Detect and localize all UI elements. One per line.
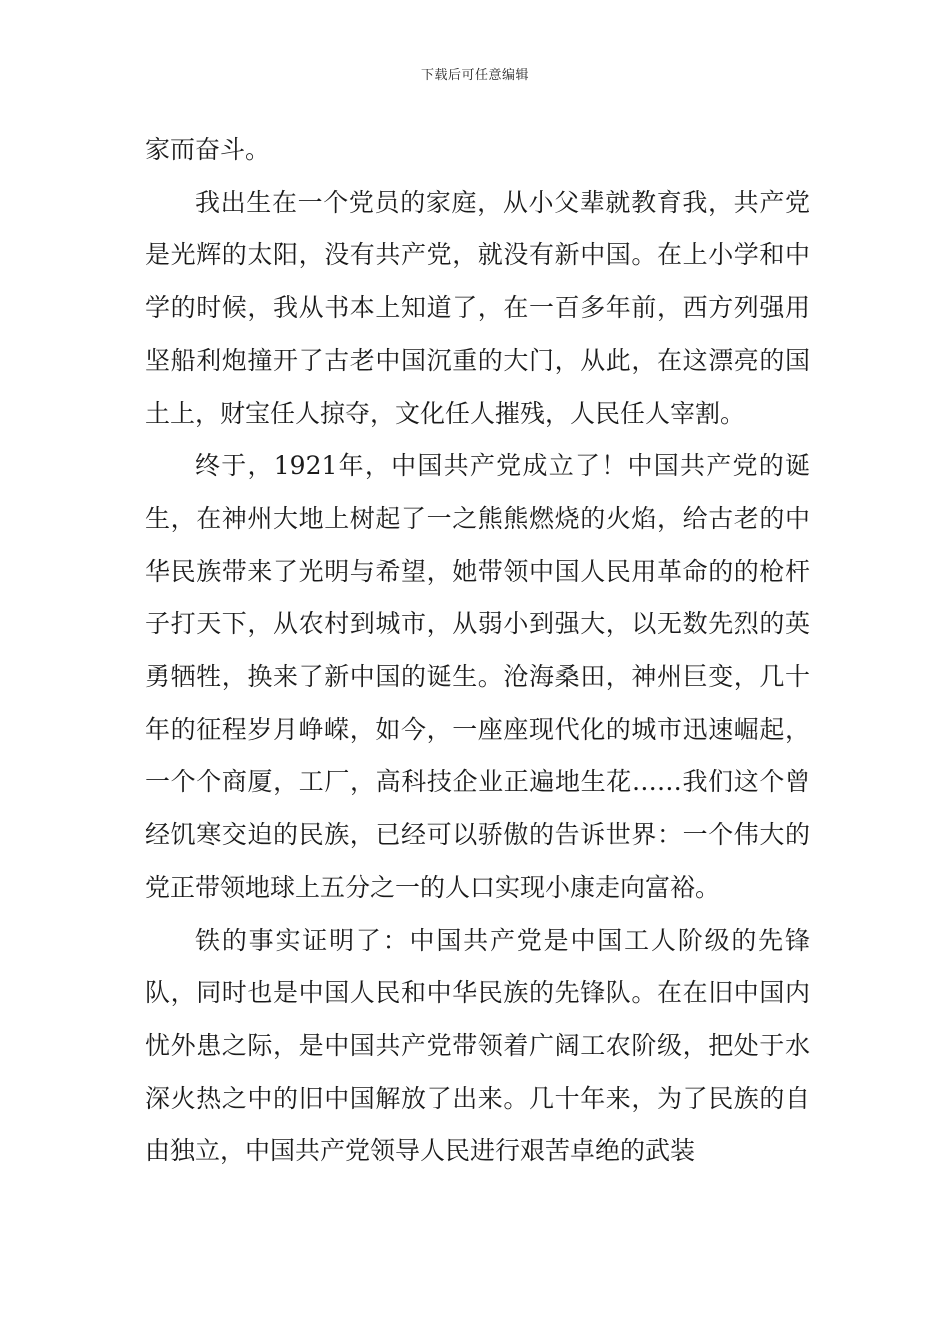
paragraph-3: 终于，1921年，中国共产党成立了！中国共产党的诞生，在神州大地上树起了一之熊熊燃烧的火焰，给古老的中华民族带来了光明与希望，她带领中国人民用革命的的枪杆子打天下，从农村到城市，从弱小到强大，以无数先烈的英勇牺牲，换来了新中国的诞生。沧海桑田，神州巨变，几十年的征程岁月峥嵘，如今，一座座现代化的城市迅速崛起，一个个商厦，工厂，高科技企业正遍地生花……我们这个曾经饥寒交迫的民族，已经可以骄傲的告诉世界：一个伟大的党正带领地球上五分之一的人口实现小康走向富裕。 xyxy=(145,451,810,902)
paragraph-4: 铁的事实证明了：中国共产党是中国工人阶级的先锋队，同时也是中国人民和中华民族的先锋队。在在旧中国内忧外患之际，是中国共产党带领着广阔工农阶级，把处于水深火热之中的旧中国解放了出来。几十年来，为了民族的自由独立，中国共产党领导人民进行艰苦卓绝的武装 xyxy=(145,925,810,1166)
document-body xyxy=(145,124,810,1178)
paragraph-2: 我出生在一个党员的家庭，从小父辈就教育我，共产党是光辉的太阳，没有共产党，就没有新中国。在上小学和中学的时候，我从书本上知道了，在一百多年前，西方列强用坚船利炮撞开了古老中国沉重的大门，从此，在这漂亮的国土上，财宝任人掠夺，文化任人摧残，人民任人宰割。 xyxy=(145,187,810,428)
paragraph-1: 家而奋斗。 xyxy=(145,135,271,164)
page-header: 下载后可任意编辑 xyxy=(420,68,529,83)
